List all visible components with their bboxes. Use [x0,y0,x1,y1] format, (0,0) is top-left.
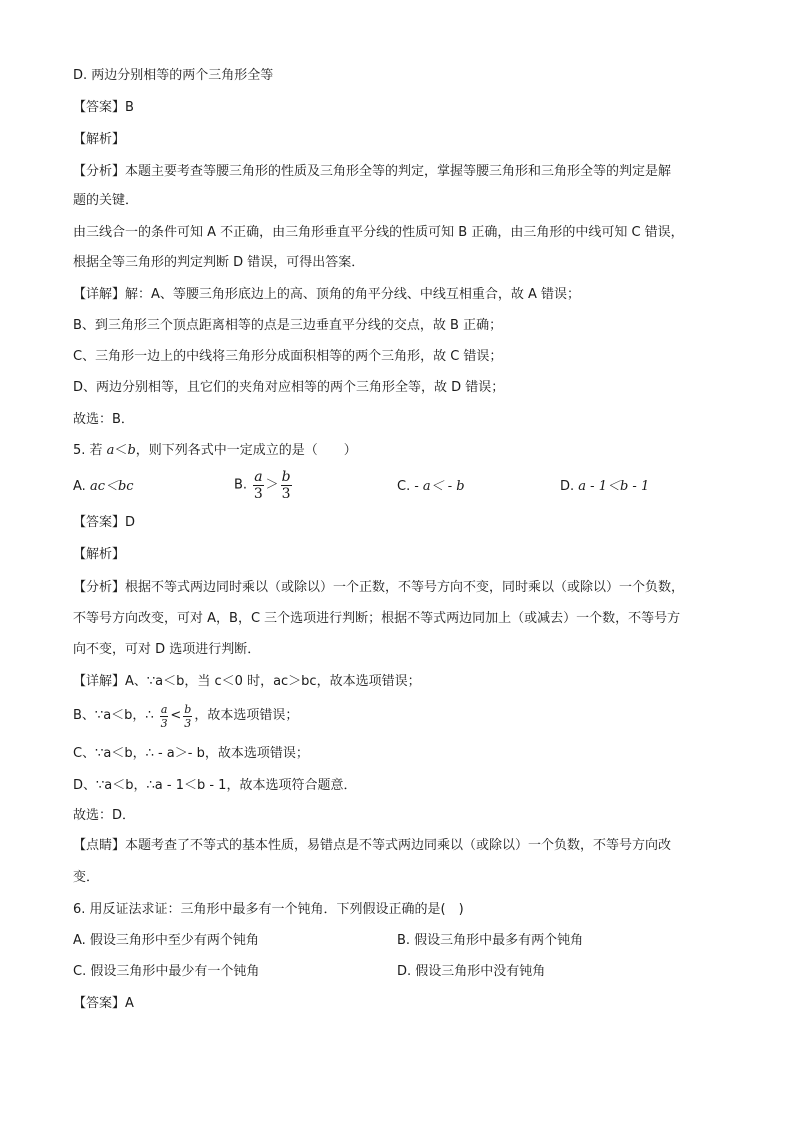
q5-option-b-den-1: 3 [253,486,263,502]
q5-detail-2-num-1: a [160,702,168,716]
q6-option-b: B. 假设三角形中最多有两个钝角 [397,933,584,948]
q5-stem-var-a: a [106,443,115,458]
q5-detail-line-3: C、∵a＜b，∴ - a＞- b，故本选项错误； [73,746,309,761]
q5-option-a-expr: ac＜bc [89,479,134,494]
q5-stem-suffix: ，则下列各式中一定成立的是（ ） [135,443,357,458]
q5-option-d-label: D. [560,479,579,494]
q6-option-c: C. 假设三角形中最少有一个钝角 [73,964,260,979]
q4-analysis-line-2: 题的关键． [73,193,139,208]
q5-detail-2-suffix: ，故本选项错误； [194,708,299,723]
q5-jiexi-heading: 【解析】 [73,547,126,562]
q5-option-b-fraction-1 [253,470,263,501]
q4-answer: 【答案】B [73,100,134,115]
q5-detail-2-den-2: 3 [184,716,192,730]
q4-jiexi-heading: 【解析】 [73,132,126,147]
q5-option-a-label: A. [73,479,90,494]
q5-option-b-fraction-2 [281,470,292,501]
q4-analysis-line-1: 【分析】本题主要考查等腰三角形的性质及三角形全等的判定，掌握等腰三角形和三角形全等的判定是解 [73,164,672,179]
q5-option-b [234,470,294,501]
q5-detail-2-fraction-1 [160,704,169,729]
q5-analysis-line-3: 向不变，可对 D 选项进行判断． [73,642,261,657]
q4-detail-line-4: D、两边分别相等，且它们的夹角对应相等的两个三角形全等，故 D 错误； [73,380,505,395]
q5-option-c [397,479,465,495]
q5-point-line-2: 变． [73,870,100,885]
q5-option-a [73,479,134,495]
q6-stem: 6. 用反证法求证：三角形中最多有一个钝角．下列假设正确的是( ) [73,902,464,917]
q5-option-b-num-2: b [281,469,291,485]
q5-option-c-label: C. [397,479,415,494]
q4-analysis-line-3: 由三线合一的条件可知 A 不正确，由三角形垂直平分线的性质可知 B 正确，由三角形的中线可知 C 错误， [73,225,684,240]
q5-detail-2-fraction-2 [183,704,192,729]
q5-stem-prefix: 5. 若 [73,443,107,458]
q5-option-b-den-2: 3 [281,486,291,502]
q5-option-b-num-1: a [254,469,263,485]
q5-detail-2-prefix: B、∵a＜b，∴ [73,708,158,723]
q5-detail-line-2 [73,702,298,731]
q5-option-d-expr: a - 1＜b - 1 [578,479,650,494]
q5-detail-line-4: D、∵a＜b，∴a - 1＜b - 1，故本选项符合题意． [73,778,357,793]
q5-option-b-label: B. [234,477,252,493]
q4-detail-line-1: 【详解】解：A、等腰三角形底边上的高、顶角的角平分线、中线互相重合，故 A 错误； [73,287,581,302]
q5-option-b-op: ＞ [265,477,279,493]
q5-stem [73,443,357,459]
q5-detail-line-1: 【详解】A、∵a＜b，当 c＜0 时，ac＞bc，故本选项错误； [73,674,421,689]
q5-analysis-line-1: 【分析】根据不等式两边同时乘以（或除以）一个正数，不等号方向不变，同时乘以（或除以）一个负数， [73,580,685,595]
q4-option-d: D. 两边分别相等的两个三角形全等 [73,68,274,83]
q5-answer: 【答案】D [73,515,136,530]
q6-option-d: D. 假设三角形中没有钝角 [397,964,546,979]
q5-choose: 故选：D． [73,808,136,823]
q6-option-a: A. 假设三角形中至少有两个钝角 [73,933,259,948]
q4-choose: 故选：B． [73,412,134,427]
q5-option-d [560,479,649,495]
q5-detail-2-den-1: 3 [160,716,168,730]
q4-detail-line-3: C、三角形一边上的中线将三角形分成面积相等的两个三角形，故 C 错误； [73,349,503,364]
q5-detail-2-op: < [170,708,182,723]
q4-detail-line-2: B、到三角形三个顶点距离相等的点是三边垂直平分线的交点，故 B 正确； [73,318,503,333]
q5-detail-2-num-2: b [184,702,192,716]
q5-stem-var-b: b [127,443,136,458]
q5-analysis-line-2: 不等号方向改变，可对 A，B，C 三个选项进行判断；根据不等式两边同加上（或减去）一个数，不等号方 [73,611,681,626]
q5-option-c-expr: - a＜ - b [414,479,465,494]
q4-analysis-line-4: 根据全等三角形的判定判断 D 错误，可得出答案． [73,255,365,270]
q5-point-line-1: 【点睛】本题考查了不等式的基本性质，易错点是不等式两边同乘以（或除以）一个负数，不等号方向改 [73,838,672,853]
q5-stem-lt: ＜ [114,443,128,458]
q6-answer: 【答案】A [73,996,134,1011]
